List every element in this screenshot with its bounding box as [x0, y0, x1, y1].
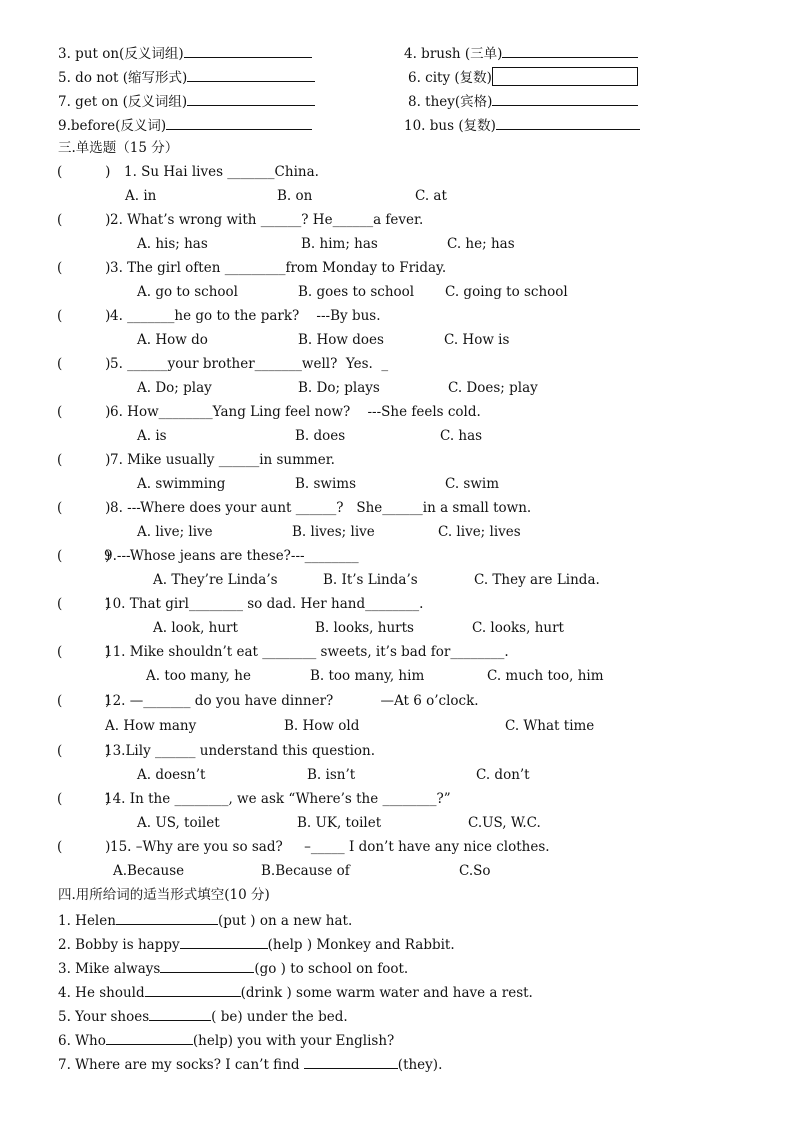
answer-blank[interactable] [180, 934, 268, 949]
question-stem: 15. –Why are you so sad? –_____ I don’t have any nice clothes. [110, 839, 550, 855]
section3-title: 三.单选题（15 分） [58, 140, 179, 156]
answer-paren[interactable]: ( ) [57, 404, 111, 420]
vocab-5: 5. do not (缩写形式) [58, 67, 315, 87]
option-b: B. UK, toilet [297, 815, 382, 831]
option-a: A. doesn’t [137, 767, 206, 783]
option-a: A. live; live [137, 524, 213, 540]
answer-paren[interactable]: ( ) [57, 500, 111, 516]
question-stem: 1. Su Hai lives _______China. [124, 164, 319, 180]
option-c: C. swim [445, 476, 500, 492]
vocab-9: 9.before(反义词) [58, 115, 312, 135]
option-c: C. he; has [447, 236, 515, 252]
answer-paren[interactable]: ( ) [57, 839, 111, 855]
answer-paren[interactable]: ( ) [57, 308, 111, 324]
answer-paren[interactable]: ( ) [57, 164, 111, 180]
question-stem: 13.Lily ______ understand this question. [104, 743, 376, 759]
answer-blank[interactable] [116, 910, 218, 925]
option-b: B. goes to school [298, 284, 415, 300]
fill-item-6: 6. Who (help) you with your English? [58, 1030, 394, 1050]
vocab-6: 6. city (复数) [408, 67, 638, 87]
option-c: C. live; lives [438, 524, 521, 540]
option-b: B. Do; plays [298, 380, 380, 396]
option-c: C. has [440, 428, 483, 444]
question-stem: 4. _______he go to the park? ---By bus. [110, 308, 381, 324]
option-c: C. much too, him [487, 668, 604, 684]
option-a: A. How many [105, 718, 197, 734]
answer-paren[interactable]: ( ) [57, 693, 111, 709]
answer-paren[interactable]: ( ) [57, 644, 111, 660]
vocab-7: 7. get on (反义词组) [58, 91, 315, 111]
answer-box[interactable] [492, 67, 638, 86]
answer-blank[interactable] [145, 982, 241, 997]
question-stem: 9.---Whose jeans are these?---________ [104, 548, 359, 564]
question-stem: 10. That girl________ so dad. Her hand________. [104, 596, 424, 612]
option-c: C. at [415, 188, 447, 204]
question-stem: 6. How________Yang Ling feel now? ---She feels cold. [110, 404, 481, 420]
vocab-3: 3. put on(反义词组) [58, 43, 312, 63]
question-stem: 14. In the ________, we ask “Where’s the ________?” [104, 791, 451, 807]
option-b: B. How does [298, 332, 384, 348]
answer-paren[interactable]: ( ) [57, 743, 111, 759]
answer-paren[interactable]: ( ) [57, 356, 111, 372]
question-stem: 12. —_______ do you have dinner? —At 6 o’clock. [104, 693, 479, 709]
option-a: A. is [137, 428, 167, 444]
option-c: C. They are Linda. [474, 572, 600, 588]
question-stem: 2. What’s wrong with ______? He______a fever. [110, 212, 424, 228]
answer-blank[interactable] [160, 958, 254, 973]
vocab-4: 4. brush (三单) [404, 43, 638, 63]
answer-blank[interactable] [149, 1006, 211, 1021]
option-c: C.So [459, 863, 491, 879]
fill-item-7: 7. Where are my socks? I can’t find (they). [58, 1054, 442, 1074]
option-a: A. How do [137, 332, 208, 348]
question-stem: 7. Mike usually ______in summer. [110, 452, 335, 468]
option-c: C.US, W.C. [468, 815, 541, 831]
fill-item-5: 5. Your shoes ( be) under the bed. [58, 1006, 348, 1026]
section4-title: 四.用所给词的适当形式填空(10 分) [58, 887, 270, 903]
option-a: A. go to school [137, 284, 238, 300]
answer-blank[interactable] [106, 1030, 193, 1045]
option-a: A.Because [113, 863, 185, 879]
fill-item-3: 3. Mike always (go ) to school on foot. [58, 958, 408, 978]
answer-paren[interactable]: ( ) [57, 596, 111, 612]
answer-paren[interactable]: ( ) [57, 452, 111, 468]
option-a: A. swimming [137, 476, 226, 492]
option-a: A. too many, he [146, 668, 251, 684]
option-c: C. don’t [476, 767, 530, 783]
question-stem: 5. ______your brother_______well? Yes. _ [110, 356, 389, 372]
vocab-8: 8. they(宾格) [408, 91, 638, 111]
option-c: C. looks, hurt [472, 620, 564, 636]
option-b: B. too many, him [310, 668, 425, 684]
option-a: A. US, toilet [137, 815, 220, 831]
option-b: B. lives; live [292, 524, 375, 540]
option-b: B. swims [295, 476, 357, 492]
question-stem: 11. Mike shouldn’t eat ________ sweets, it’s bad for________. [104, 644, 509, 660]
option-a: A. in [125, 188, 157, 204]
vocab-10: 10. bus (复数) [404, 115, 640, 135]
option-a: A. his; has [137, 236, 208, 252]
option-c: C. going to school [445, 284, 568, 300]
option-a: A. look, hurt [153, 620, 238, 636]
fill-item-1: 1. Helen (put ) on a new hat. [58, 910, 352, 930]
option-b: B. isn’t [307, 767, 356, 783]
answer-paren[interactable]: ( ) [57, 260, 111, 276]
option-c: C. How is [444, 332, 510, 348]
option-b: B. on [277, 188, 313, 204]
option-b: B. him; has [301, 236, 378, 252]
answer-paren[interactable]: ( ) [57, 212, 111, 228]
option-a: A. Do; play [137, 380, 212, 396]
option-b: B. does [295, 428, 346, 444]
option-b: B. How old [284, 718, 360, 734]
option-a: A. They’re Linda’s [153, 572, 278, 588]
option-b: B. looks, hurts [315, 620, 414, 636]
answer-blank[interactable] [304, 1054, 398, 1069]
answer-paren[interactable]: ( ) [57, 791, 111, 807]
fill-item-4: 4. He should (drink ) some warm water and have a rest. [58, 982, 533, 1002]
answer-paren[interactable]: ( ) [57, 548, 111, 564]
option-b: B. It’s Linda’s [323, 572, 418, 588]
fill-item-2: 2. Bobby is happy (help ) Monkey and Rabbit. [58, 934, 455, 954]
option-b: B.Because of [261, 863, 350, 879]
option-c: C. Does; play [448, 380, 538, 396]
question-stem: 8. ---Where does your aunt ______? She______in a small town. [110, 500, 532, 516]
question-stem: 3. The girl often _________from Monday to Friday. [110, 260, 447, 276]
option-c: C. What time [505, 718, 595, 734]
